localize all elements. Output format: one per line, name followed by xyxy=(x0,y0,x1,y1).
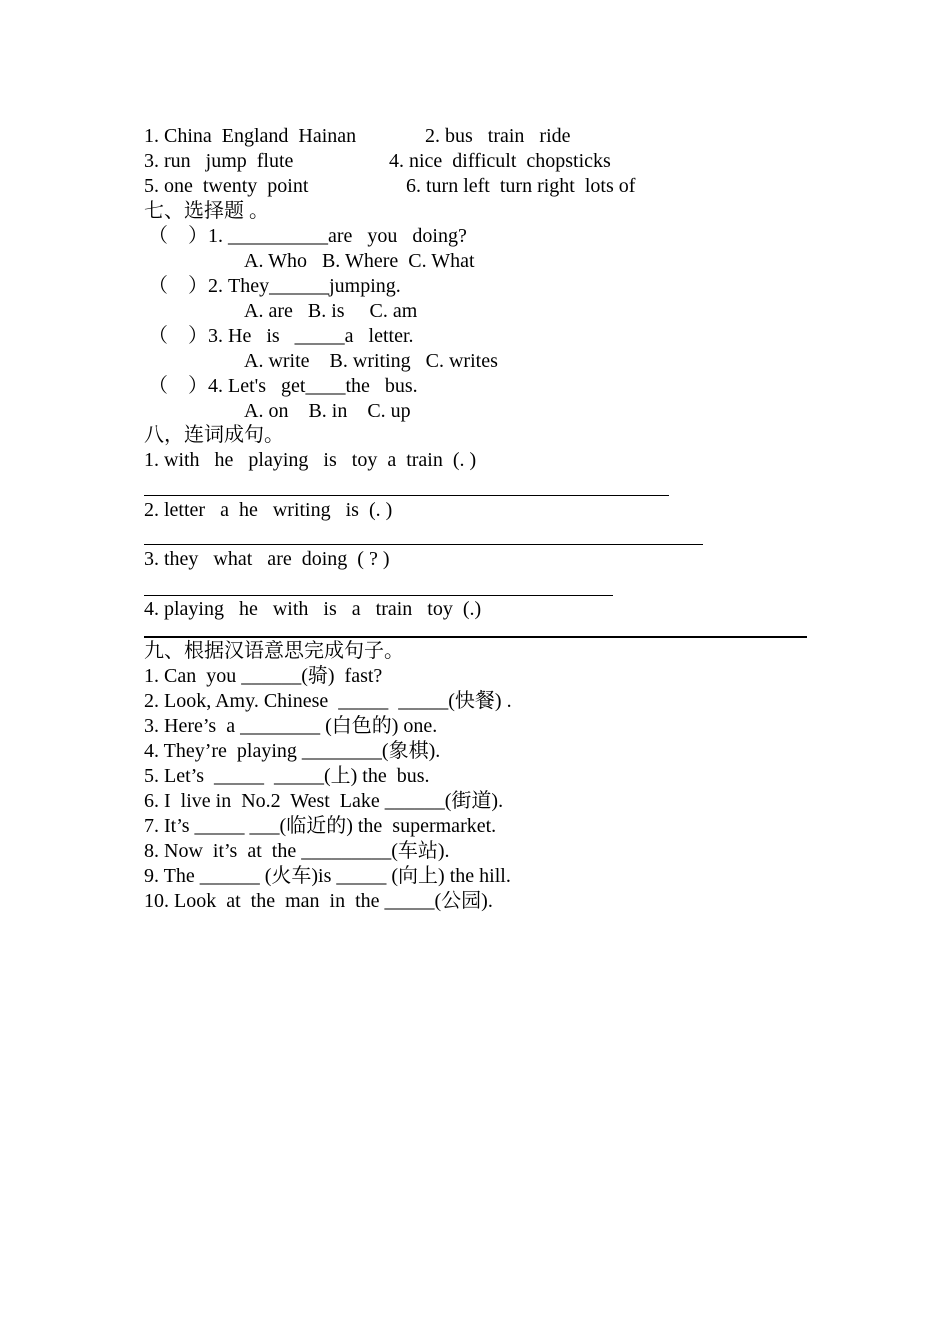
question-2-stem: （ ）2. They______jumping. xyxy=(148,275,401,297)
translate-item-1: 1. Can you ______(骑) fast? xyxy=(144,665,383,687)
translate-item-4: 4. They’re playing ________(象棋). xyxy=(144,740,441,762)
translate-item-10: 10. Look at the man in the _____(公园). xyxy=(144,890,493,912)
section-8-heading: 八，连词成句。 xyxy=(144,424,284,446)
translate-item-2: 2. Look, Amy. Chinese _____ _____(快餐) . xyxy=(144,690,512,712)
answer-line-2 xyxy=(144,544,703,545)
word-group-5: 5. one twenty point xyxy=(144,175,309,197)
question-3-options: A. write B. writing C. writes xyxy=(244,350,498,372)
translate-item-5: 5. Let’s _____ _____(上) the bus. xyxy=(144,765,430,787)
translate-item-9: 9. The ______ (火车)is _____ (向上) the hill. xyxy=(144,865,511,887)
translate-item-3: 3. Here’s a ________ (白色的) one. xyxy=(144,715,438,737)
rearrange-item-1: 1. with he playing is toy a train (. ) xyxy=(144,449,477,471)
rearrange-item-3: 3. they what are doing ( ? ) xyxy=(144,548,390,570)
question-1-options: A. Who B. Where C. What xyxy=(244,250,475,272)
word-group-6: 6. turn left turn right lots of xyxy=(406,175,636,197)
question-2-options: A. are B. is C. am xyxy=(244,300,418,322)
word-group-2: 2. bus train ride xyxy=(425,125,571,147)
answer-line-4 xyxy=(144,636,807,638)
question-1-stem: （ ）1. __________are you doing? xyxy=(148,225,467,247)
word-group-1: 1. China England Hainan xyxy=(144,125,357,147)
translate-item-8: 8. Now it’s at the _________(车站). xyxy=(144,840,450,862)
answer-line-3 xyxy=(144,595,613,596)
word-group-4: 4. nice difficult chopsticks xyxy=(389,150,611,172)
translate-item-6: 6. I live in No.2 West Lake ______(街道). xyxy=(144,790,504,812)
answer-line-1 xyxy=(144,495,669,496)
question-3-stem: （ ）3. He is _____a letter. xyxy=(148,325,414,347)
section-7-heading: 七、选择题 。 xyxy=(144,200,269,222)
question-4-options: A. on B. in C. up xyxy=(244,400,411,422)
translate-item-7: 7. It’s _____ ___(临近的) the supermarket. xyxy=(144,815,497,837)
word-group-3: 3. run jump flute xyxy=(144,150,294,172)
section-9-heading: 九、根据汉语意思完成句子。 xyxy=(144,640,404,662)
rearrange-item-4: 4. playing he with is a train toy (.) xyxy=(144,598,482,620)
question-4-stem: （ ）4. Let's get____the bus. xyxy=(148,375,418,397)
rearrange-item-2: 2. letter a he writing is (. ) xyxy=(144,499,393,521)
